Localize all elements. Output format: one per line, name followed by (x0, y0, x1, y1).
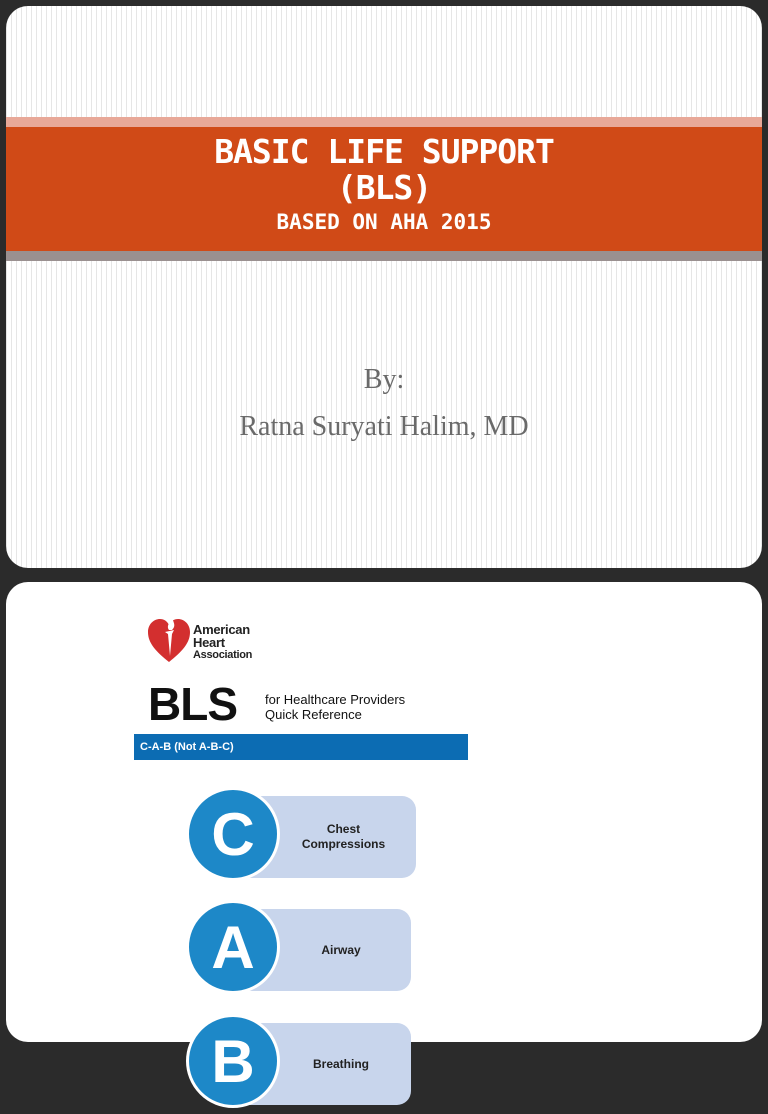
subtitle: BASED ON AHA 2015 (276, 210, 492, 234)
bls-sub-line-2: Quick Reference (265, 707, 362, 722)
title-band-top-stripe (6, 117, 762, 127)
step-label-line-1: Airway (321, 942, 361, 957)
step-letter-circle: C (186, 787, 280, 881)
title-band-bottom-stripe (6, 251, 762, 261)
aha-line-american: American (193, 622, 250, 637)
step-label-line-2: Compressions (301, 837, 386, 851)
title-band (6, 127, 762, 251)
step-label (273, 1057, 369, 1072)
title-line-1: BASIC LIFE SUPPORT (214, 132, 554, 171)
bls-quick-reference-slide (6, 582, 762, 1095)
step-label-line-1: Chest (326, 822, 361, 836)
step-label (262, 822, 385, 852)
title-slide (6, 6, 762, 568)
bls-sub-line-1: for Healthcare Providers (265, 692, 406, 707)
aha-line-heart: Heart (193, 635, 225, 650)
step-letter-circle: A (186, 900, 280, 994)
bls-heading: BLS (148, 678, 237, 730)
author-name: Ratna Suryati Halim, MD (239, 411, 529, 442)
aha-wordmark (193, 623, 252, 662)
aha-line-association: Association (193, 649, 253, 661)
by-label: By: (363, 364, 405, 395)
cab-banner: C-A-B (Not A-B-C) (134, 734, 468, 760)
bls-subheading (265, 692, 405, 722)
step-label (281, 943, 360, 958)
step-letter-circle: B (186, 1014, 280, 1108)
title-line-2: (BLS) (336, 168, 432, 207)
step-label-line-1: Breathing (312, 1056, 369, 1071)
